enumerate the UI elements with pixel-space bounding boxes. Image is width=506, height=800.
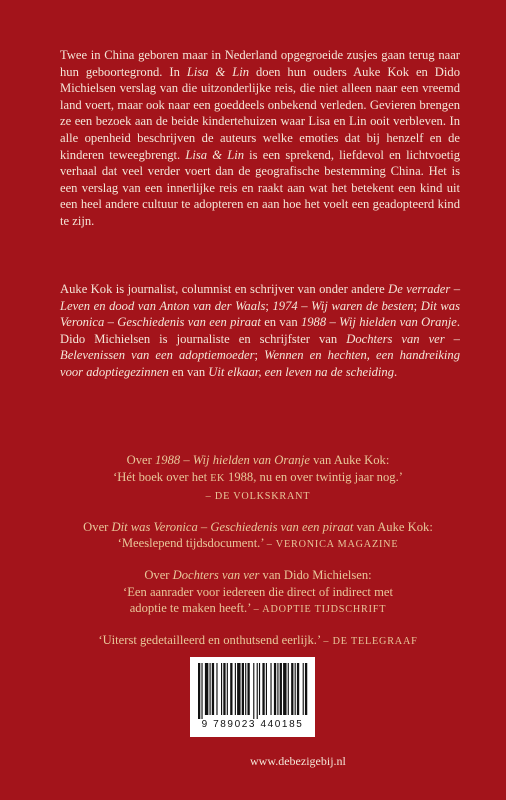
barcode-bar [221,663,222,715]
author-bio-paragraph [60,281,460,381]
barcode-bar [235,663,236,715]
barcode-bar [216,663,217,715]
barcode-bar [257,663,258,719]
text-run: . Dido Michielsen is journaliste en schrijfster van [60,315,460,346]
quote-line [58,487,458,506]
text-run: van Auke Kok: [353,519,433,534]
barcode-bar [259,663,260,715]
italic-title: 1988 – Wij hielden van Oranje [154,453,310,467]
barcode-bar [295,663,296,715]
text-run: . [394,364,398,379]
isbn-barcode [190,657,315,737]
italic-title: Dochters van ver [172,567,260,582]
text-run: en van [168,364,209,379]
barcode-bar [297,663,299,715]
synopsis-paragraph [60,47,460,230]
barcode-bar [253,663,254,719]
text-run: en van [260,315,301,330]
review-quote [58,567,458,619]
text-run: ‘Een aanrader voor iedereen die direct of indirect met [123,584,393,599]
barcode-bar [262,663,264,715]
italic-title: Lisa & Lin [185,147,245,162]
text-run: Over [83,519,112,534]
review-quote [58,452,458,506]
publisher-url: www.debezigebij.nl [250,754,346,768]
barcode-bar [198,663,200,719]
quote-source: – VERONICA MAGAZINE [266,539,399,551]
barcode-bar [274,663,276,715]
review-quote [58,519,458,554]
text-run: ‘Hét boek over het [113,469,211,484]
barcode-bar [212,663,214,715]
text-run: Twee in China geboren maar in Nederland opgegroeide zusjes gaan terug naar hun geboortegrond. In [60,48,460,79]
quote-line [58,535,458,554]
barcode-bar [230,663,232,715]
text-run: ; [254,348,265,363]
quote-source: – ADOPTIE TIJDSCHRIFT [253,604,387,616]
barcode-bar [270,663,271,715]
barcode-bar [245,663,246,715]
italic-title: 1974 – Wij waren de besten [272,298,414,313]
italic-title: Lisa & Lin [186,64,250,79]
text-run: Over [144,567,173,582]
text-run: van Auke Kok: [309,453,390,467]
quote-source: – DE VOLKSKRANT [205,491,311,503]
text-run: adoptie te maken heeft.’ [129,601,254,616]
review-quote [58,632,458,651]
text-run: Auke Kok is journalist, columnist en schrijver van onder andere [60,282,389,296]
barcode-bar [201,663,202,719]
quote-source: – DE TELEGRAAF [323,635,418,647]
text-run: ‘Meeslepend tijdsdocument.’ [117,536,267,551]
barcode-bars [190,657,315,719]
quote-line [58,567,458,584]
barcode-bar [223,663,225,715]
review-quotes [58,452,458,663]
barcode-bar [227,663,228,715]
isbn-number: 9 789023 440185 [201,719,304,730]
text-run: ; [265,298,273,313]
barcode-bar [237,663,240,715]
italic-title: Dochters van ver – Belevenissen van een adoptiemoeder [60,331,460,363]
barcode-bar [283,663,286,715]
barcode-bar [242,663,244,715]
italic-title: Uit elkaar, een leven na de scheiding [208,364,394,379]
barcode-bar [303,663,304,715]
barcode-bar [288,663,289,715]
text-run: doen hun ouders Auke Kok en Dido Michielsen verslag van die uitzonderlijke reis, die niet alleen naar een vreemd land voert, maar ook naar een goeddeels onbekend verleden. Gevieren brengen ze een bezoek aan de beide kindertehuizen waar Lisa en Lin ooit verbleven. In alle openheid beschrijven de auteurs welke emoties dat bij henzelf en de kinderen teweegbrengt. [60,64,460,162]
text-run: EK [210,472,225,484]
italic-title: 1988 – Wij hielden van Oranje [300,315,457,330]
quote-line [58,452,458,469]
barcode-bar [277,663,278,715]
barcode-bar [305,663,307,715]
italic-title: Dit was Veronica – Geschiedenis van een piraat [111,519,354,534]
text-run: Over [126,453,155,467]
barcode-bar [280,663,282,715]
quote-line [58,584,458,601]
text-run: is een sprekend, liefdevol en lichtvoetig verhaal dat veel verder voert dan de geografische bestemming China. Het is een verslag van een innerlijke reis en raakt aan wat het betekent een kind uit een heel andere cultuur te adopteren en aan hoe het voelt een geadopteerd kind te zijn. [60,147,461,228]
barcode-bar [266,663,267,715]
barcode-bar [205,663,208,715]
italic-title: Dit was Veronica – Geschiedenis van een piraat [60,298,460,330]
italic-title: Wennen en hechten, een handreiking voor adoptiegezinnen [60,348,461,379]
quote-line [58,469,458,488]
quote-line [58,600,458,619]
quote-line [58,632,458,651]
barcode-bar [210,663,211,715]
quote-line [58,519,458,536]
text-run: van Dido Michielsen: [259,567,372,582]
text-run: ‘Uiterst gedetailleerd en onthutsend eerlijk.’ [98,632,324,647]
barcode-bar [247,663,249,715]
italic-title: De verrader – Leven en dood van Anton van der Waals [60,282,460,313]
text-run: 1988, nu en over twintig jaar nog.’ [224,469,403,484]
barcode-bar [291,663,293,715]
text-run: ; [413,298,421,313]
